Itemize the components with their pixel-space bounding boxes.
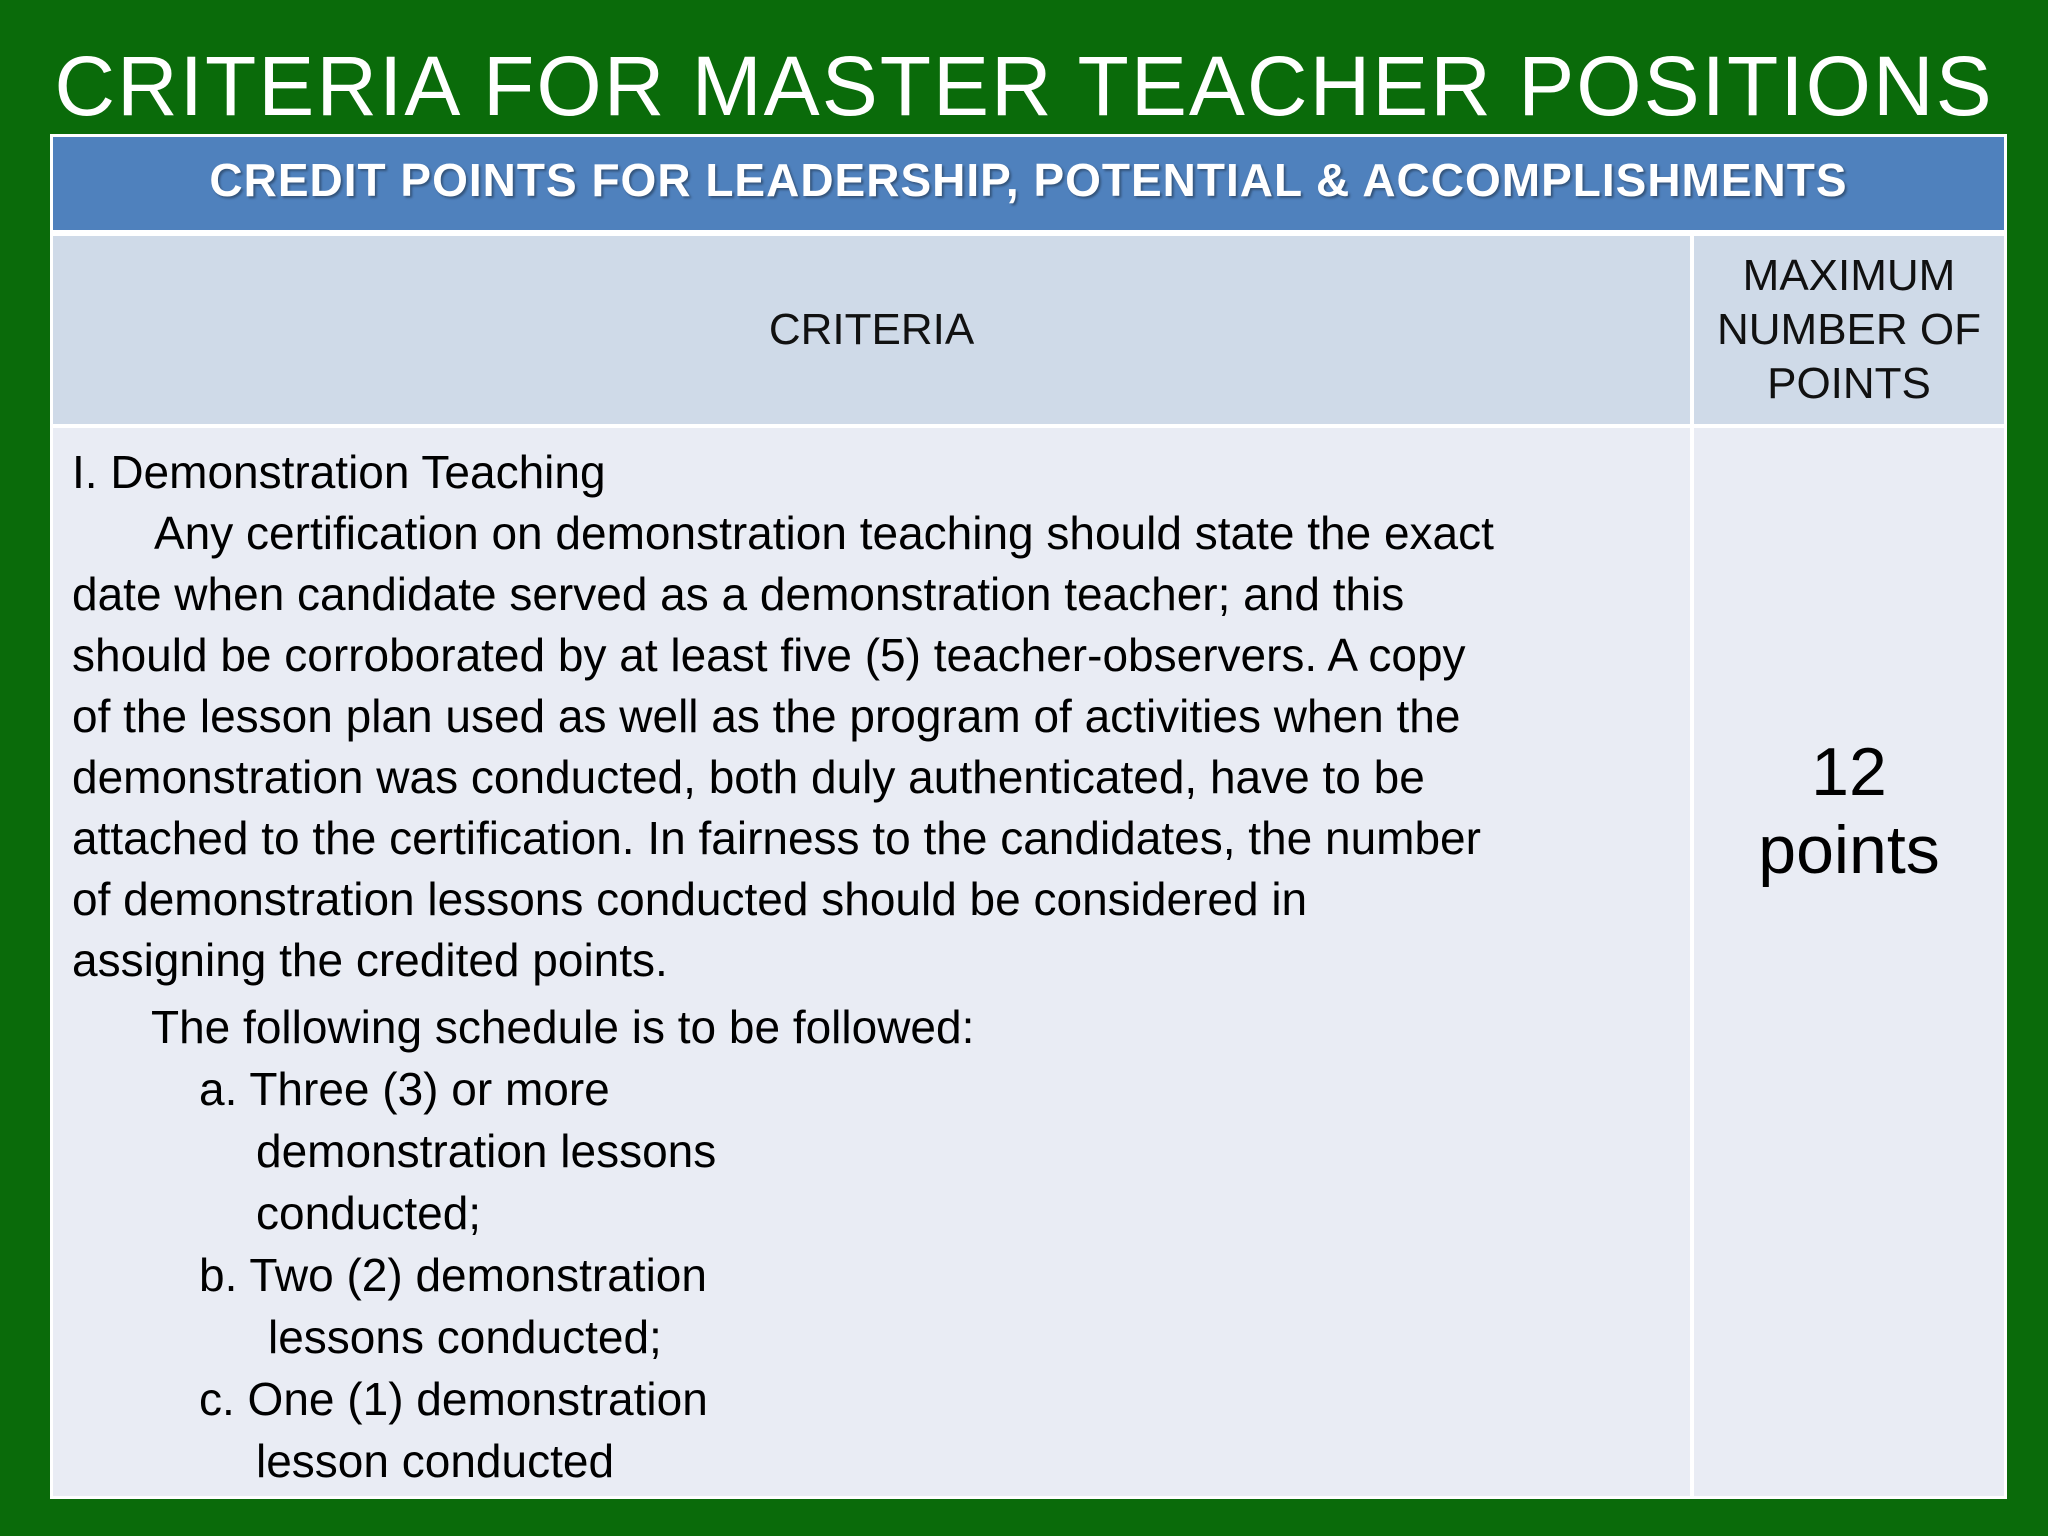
schedule-intro: The following schedule is to be followed:	[151, 1001, 975, 1053]
section-heading: I. Demonstration Teaching	[72, 446, 606, 498]
criteria-cell	[53, 428, 1690, 1496]
schedule-item-b-continued: lessons conducted;	[268, 1311, 662, 1363]
table-banner: CREDIT POINTS FOR LEADERSHIP, POTENTIAL & ACCOMPLISHMENTS	[53, 137, 2004, 230]
max-points-header-line: NUMBER OF	[1717, 305, 1981, 354]
paragraph-line: attached to the certification. In fairness to the candidates, the number	[72, 812, 1481, 864]
paragraph-line: date when candidate served as a demonstration teacher; and this	[72, 568, 1405, 620]
schedule-item-c: c. One (1) demonstration	[199, 1373, 708, 1425]
max-points-column-header	[1694, 236, 2004, 424]
points-unit: points	[1758, 812, 1940, 888]
criteria-header-label: CRITERIA	[768, 305, 975, 354]
criteria-column-header	[53, 236, 1690, 424]
schedule-item-b: b. Two (2) demonstration	[199, 1249, 707, 1301]
paragraph-line: demonstration was conducted, both duly authenticated, have to be	[72, 751, 1425, 803]
points-cell	[1694, 428, 2004, 1496]
paragraph-line: of the lesson plan used as well as the program of activities when the	[72, 690, 1461, 742]
slide-title: CRITERIA FOR MASTER TEACHER POSITIONS	[54, 39, 1994, 133]
paragraph-line: Any certification on demonstration teaching should state the exact	[154, 507, 1494, 559]
points-value: 12	[1811, 734, 1887, 810]
paragraph-line: should be corroborated by at least five (5) teacher-observers. A copy	[72, 629, 1466, 681]
max-points-header-line: POINTS	[1767, 359, 1931, 408]
max-points-header-line: MAXIMUM	[1742, 251, 1956, 300]
criteria-table	[50, 134, 2007, 1499]
schedule-item-c-continued: lesson conducted	[256, 1435, 615, 1487]
schedule-item-a: a. Three (3) or more	[199, 1063, 610, 1115]
paragraph-line: of demonstration lessons conducted should be considered in	[72, 873, 1308, 925]
paragraph-line: assigning the credited points.	[72, 934, 668, 986]
schedule-item-a-continued: conducted;	[256, 1187, 482, 1239]
schedule-item-a-continued: demonstration lessons	[256, 1125, 717, 1177]
